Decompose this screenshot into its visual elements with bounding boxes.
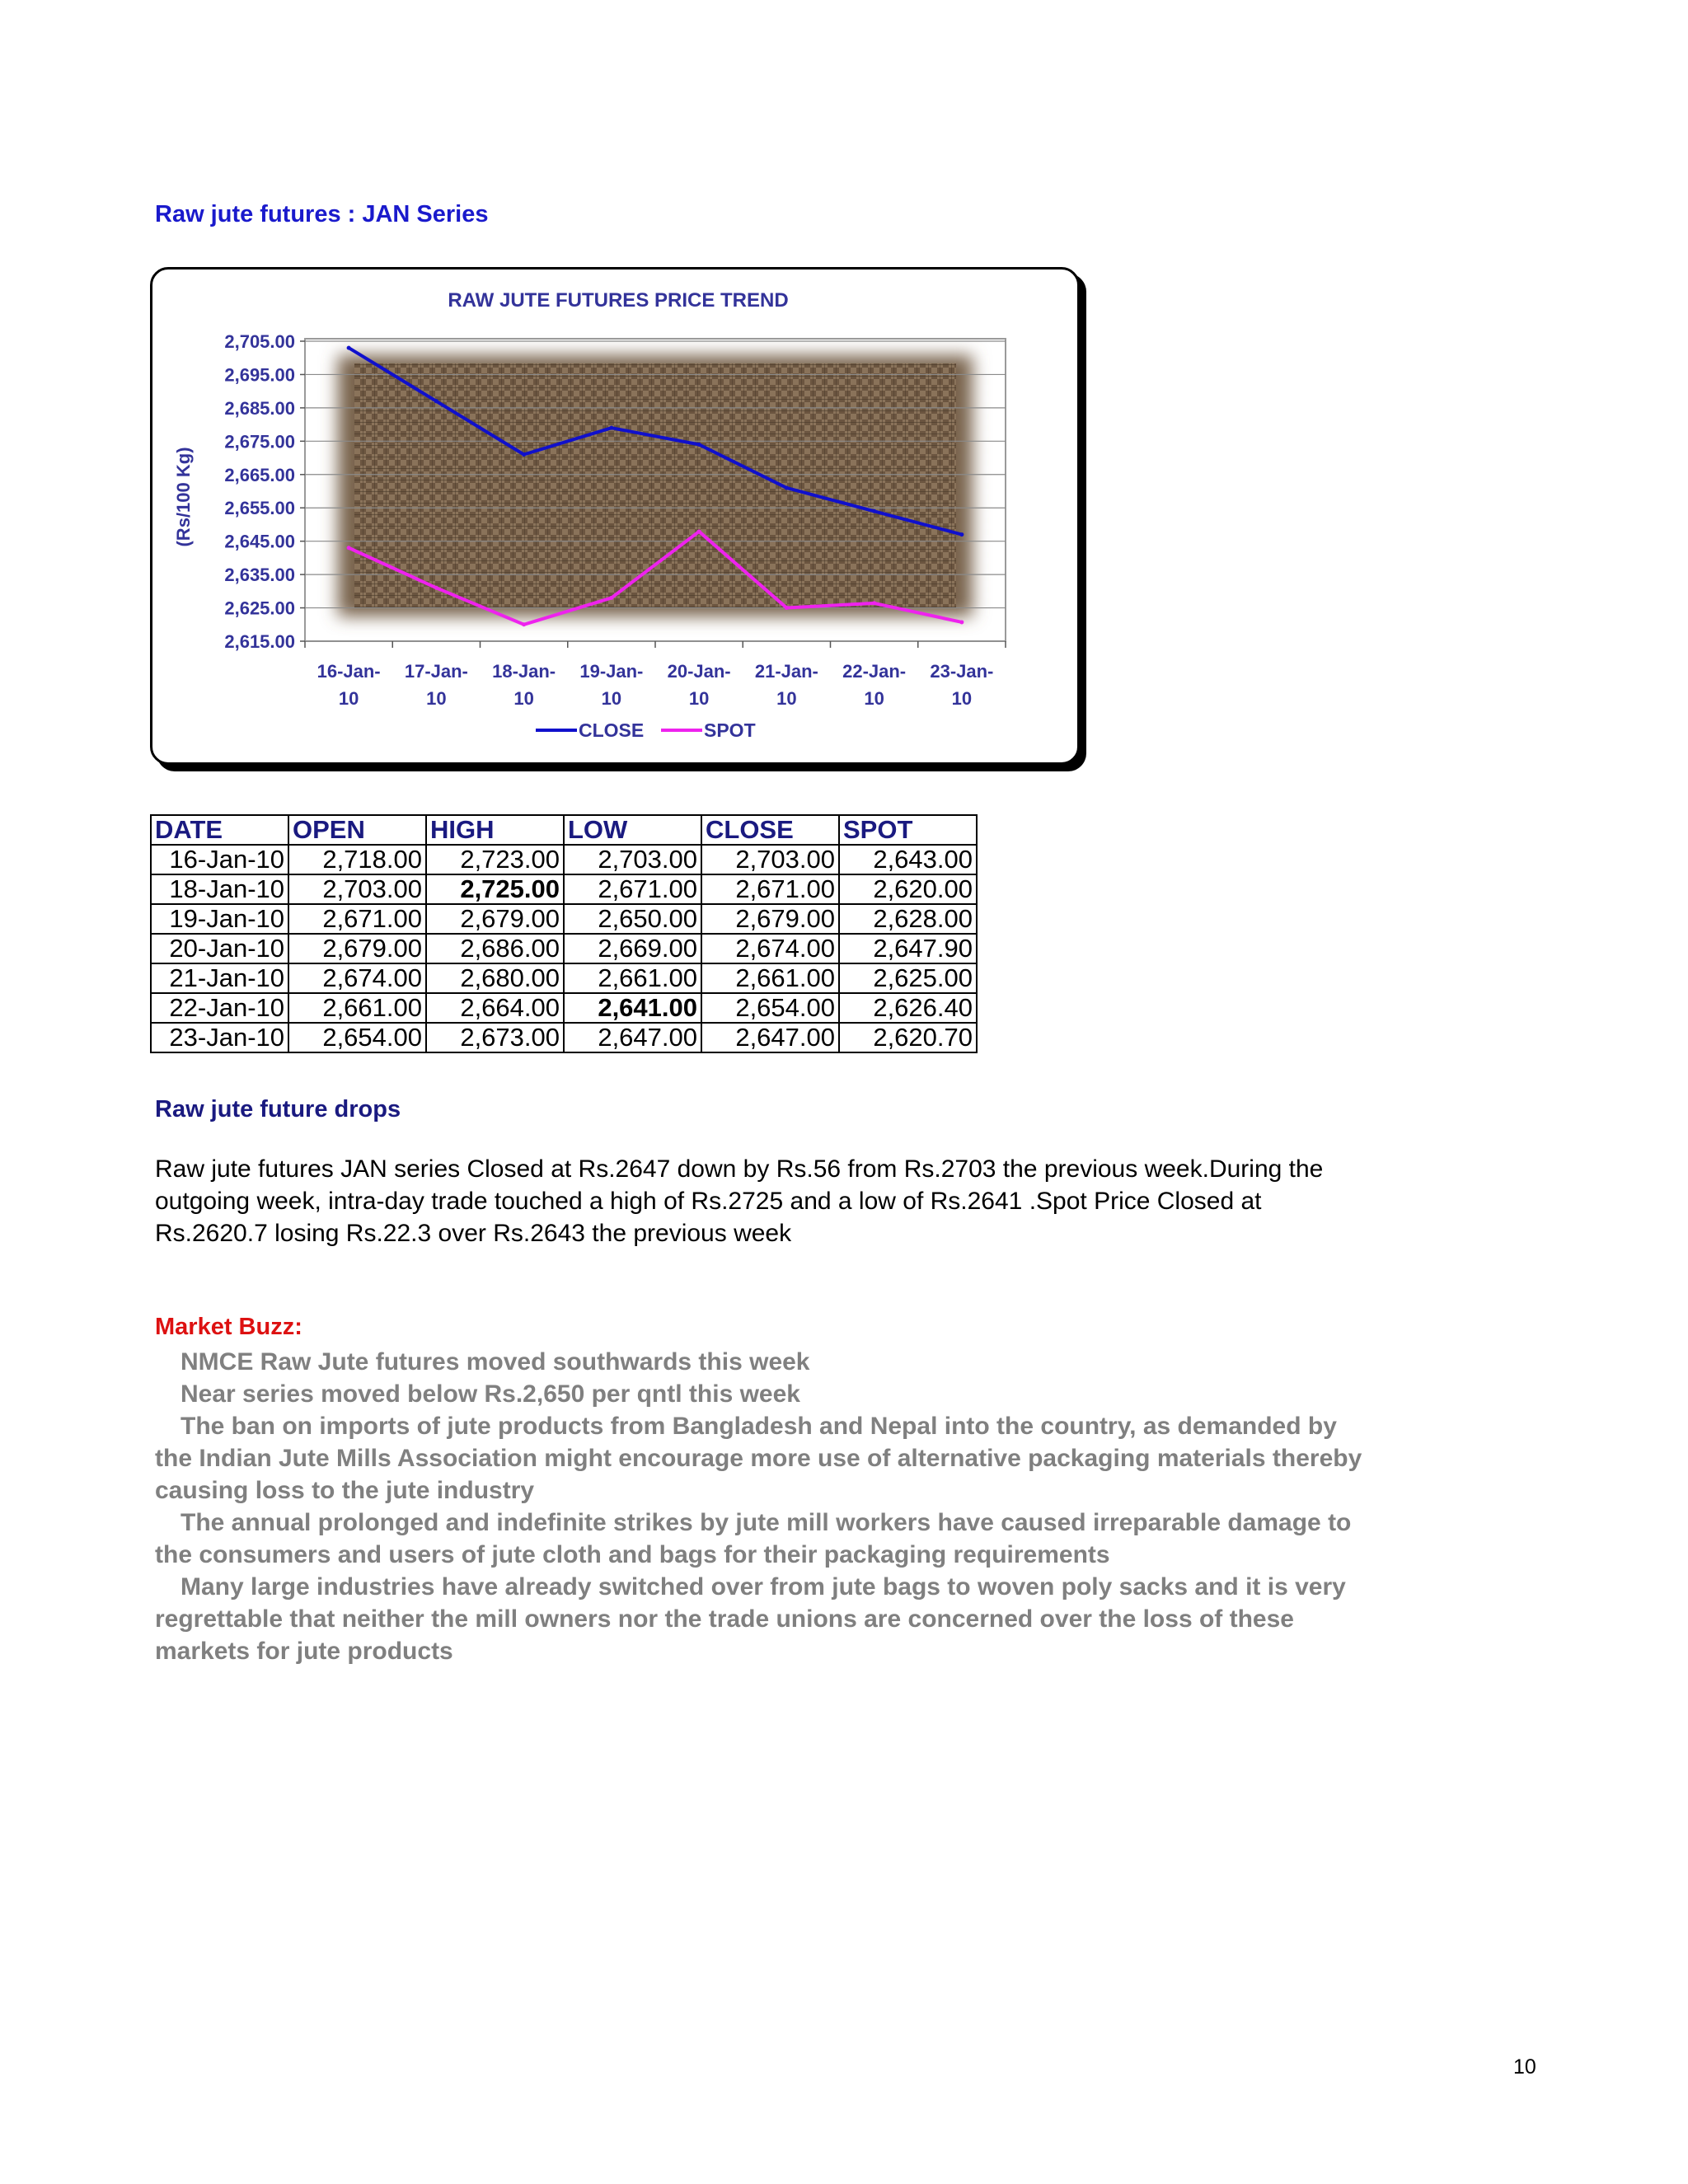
table-cell: 2,661.00 bbox=[564, 963, 701, 993]
x-tick-label: 19-Jan-10 bbox=[579, 661, 644, 709]
table-cell: 2,654.00 bbox=[701, 993, 839, 1023]
y-tick-label: 2,695.00 bbox=[224, 364, 295, 386]
y-tick-label: 2,635.00 bbox=[224, 565, 295, 586]
table-row bbox=[151, 845, 977, 874]
table-cell: 2,664.00 bbox=[426, 993, 564, 1023]
table-cell: 2,723.00 bbox=[426, 845, 564, 874]
table-cell: 2,703.00 bbox=[701, 845, 839, 874]
table-cell: 2,625.00 bbox=[839, 963, 977, 993]
table-cell: 2,647.00 bbox=[701, 1023, 839, 1052]
table-cell: 2,671.00 bbox=[564, 874, 701, 904]
buzz-item: Many large industries have already switched over from jute bags to woven poly sacks and it is very regrettable that neither the mill owners nor the trade unions are concerned over the loss of these markets for jute products bbox=[155, 1573, 1346, 1665]
buzz-item: NMCE Raw Jute futures moved southwards this week bbox=[181, 1348, 810, 1376]
table-cell: 18-Jan-10 bbox=[151, 874, 288, 904]
x-axis bbox=[305, 641, 1006, 709]
y-axis bbox=[224, 331, 305, 652]
table-cell: 21-Jan-10 bbox=[151, 963, 288, 993]
table-cell: 2,680.00 bbox=[426, 963, 564, 993]
table-cell: 2,671.00 bbox=[288, 904, 426, 934]
table-cell: 2,674.00 bbox=[288, 963, 426, 993]
table-cell: 2,679.00 bbox=[288, 934, 426, 963]
table-row bbox=[151, 934, 977, 963]
y-tick-label: 2,625.00 bbox=[224, 598, 295, 619]
table-row bbox=[151, 963, 977, 993]
table-cell: 2,669.00 bbox=[564, 934, 701, 963]
table-header-row bbox=[151, 815, 977, 845]
legend-label-close: CLOSE bbox=[579, 719, 645, 741]
table-cell: 23-Jan-10 bbox=[151, 1023, 288, 1052]
data-point-spot bbox=[697, 529, 701, 533]
buzz-item: The annual prolonged and indefinite strikes by jute mill workers have caused irreparable damage to the consumers and users of jute cloth and bags for their packaging requirements bbox=[155, 1509, 1352, 1568]
y-tick-label: 2,665.00 bbox=[224, 464, 295, 485]
table-row bbox=[151, 1023, 977, 1052]
data-point-spot bbox=[522, 622, 526, 626]
table-cell: 2,647.00 bbox=[564, 1023, 701, 1052]
buzz-item: Near series moved below Rs.2,650 per qntl this week bbox=[181, 1380, 800, 1408]
table-header-cell: LOW bbox=[564, 815, 701, 845]
table-cell: 2,686.00 bbox=[426, 934, 564, 963]
x-tick-label: 23-Jan-10 bbox=[930, 661, 994, 709]
chart-svg bbox=[152, 269, 1077, 762]
price-table bbox=[150, 814, 978, 1053]
y-tick-label: 2,685.00 bbox=[224, 397, 295, 419]
x-tick-label: 16-Jan-10 bbox=[316, 661, 381, 709]
y-tick-label: 2,645.00 bbox=[224, 531, 295, 552]
table-cell: 20-Jan-10 bbox=[151, 934, 288, 963]
data-point-spot bbox=[609, 596, 613, 600]
table-cell: 2,674.00 bbox=[701, 934, 839, 963]
table-cell: 2,654.00 bbox=[288, 1023, 426, 1052]
data-point-spot bbox=[785, 606, 789, 610]
table-cell: 2,679.00 bbox=[426, 904, 564, 934]
drops-paragraph: Raw jute futures JAN series Closed at Rs.2647 down by Rs.56 from Rs.2703 the previous week.During the outgoing week, intra-day trade touched a high of Rs.2725 and a low of Rs.2641 .Spot Price Closed at Rs.2620.7 losing Rs.22.3 over Rs.2643 the previous week bbox=[155, 1155, 1324, 1247]
table-cell: 2,718.00 bbox=[288, 845, 426, 874]
y-tick-label: 2,615.00 bbox=[224, 631, 295, 652]
table-cell: 2,661.00 bbox=[288, 993, 426, 1023]
table-cell: 2,673.00 bbox=[426, 1023, 564, 1052]
data-point-spot bbox=[959, 620, 964, 624]
data-point-spot bbox=[872, 601, 876, 605]
x-tick-label: 20-Jan-10 bbox=[667, 661, 731, 709]
table-header-cell: HIGH bbox=[426, 815, 564, 845]
table-cell: 2,661.00 bbox=[701, 963, 839, 993]
table-header-cell: OPEN bbox=[288, 815, 426, 845]
table-cell: 2,620.00 bbox=[839, 874, 977, 904]
y-tick-label: 2,675.00 bbox=[224, 431, 295, 452]
table-header-cell: DATE bbox=[151, 815, 288, 845]
data-point-close bbox=[872, 509, 876, 513]
buzz-title: Market Buzz: bbox=[155, 1314, 302, 1340]
data-point-close bbox=[434, 399, 438, 403]
table-cell: 2,671.00 bbox=[701, 874, 839, 904]
section-title: Raw jute futures : JAN Series bbox=[155, 201, 489, 227]
chart-title: RAW JUTE FUTURES PRICE TREND bbox=[448, 289, 789, 312]
y-tick-label: 2,655.00 bbox=[224, 498, 295, 519]
table-row bbox=[151, 874, 977, 904]
drops-title: Raw jute future drops bbox=[155, 1096, 401, 1122]
data-point-spot bbox=[347, 546, 351, 550]
table-cell: 2,703.00 bbox=[288, 874, 426, 904]
price-trend-chart bbox=[150, 267, 1080, 765]
legend-label-spot: SPOT bbox=[704, 719, 756, 741]
table-cell: 19-Jan-10 bbox=[151, 904, 288, 934]
y-tick-label: 2,705.00 bbox=[224, 331, 295, 352]
table-header-cell: CLOSE bbox=[701, 815, 839, 845]
table-cell: 2,647.90 bbox=[839, 934, 977, 963]
table-cell: 2,626.40 bbox=[839, 993, 977, 1023]
table-cell: 22-Jan-10 bbox=[151, 993, 288, 1023]
table-cell: 2,703.00 bbox=[564, 845, 701, 874]
data-point-close bbox=[785, 485, 789, 490]
page-number: 10 bbox=[1513, 2055, 1536, 2079]
data-point-close bbox=[522, 452, 526, 457]
x-tick-label: 21-Jan-10 bbox=[754, 661, 818, 709]
data-point-close bbox=[609, 426, 613, 430]
x-tick-label: 17-Jan-10 bbox=[404, 661, 468, 709]
table-cell: 2,650.00 bbox=[564, 904, 701, 934]
table-cell: 2,679.00 bbox=[701, 904, 839, 934]
chart-legend bbox=[536, 719, 756, 741]
table-cell: 2,643.00 bbox=[839, 845, 977, 874]
y-axis-label: (Rs/100 Kg) bbox=[173, 447, 194, 547]
buzz-item: The ban on imports of jute products from Bangladesh and Nepal into the country, as demanded by the Indian Jute Mills Association might encourage more use of alternative packaging materials thereby causing loss to the jute industry bbox=[155, 1413, 1362, 1504]
table-cell: 2,725.00 bbox=[426, 874, 564, 904]
table-header-cell: SPOT bbox=[839, 815, 977, 845]
data-point-close bbox=[697, 443, 701, 447]
table-cell: 2,641.00 bbox=[564, 993, 701, 1023]
table-row bbox=[151, 993, 977, 1023]
table-cell: 2,620.70 bbox=[839, 1023, 977, 1052]
data-point-close bbox=[959, 532, 964, 537]
table-row bbox=[151, 904, 977, 934]
data-point-spot bbox=[434, 586, 438, 590]
table-cell: 16-Jan-10 bbox=[151, 845, 288, 874]
table-cell: 2,628.00 bbox=[839, 904, 977, 934]
x-tick-label: 18-Jan-10 bbox=[492, 661, 556, 709]
data-point-close bbox=[347, 346, 351, 350]
texture-rect bbox=[354, 363, 956, 608]
x-tick-label: 22-Jan-10 bbox=[842, 661, 907, 709]
